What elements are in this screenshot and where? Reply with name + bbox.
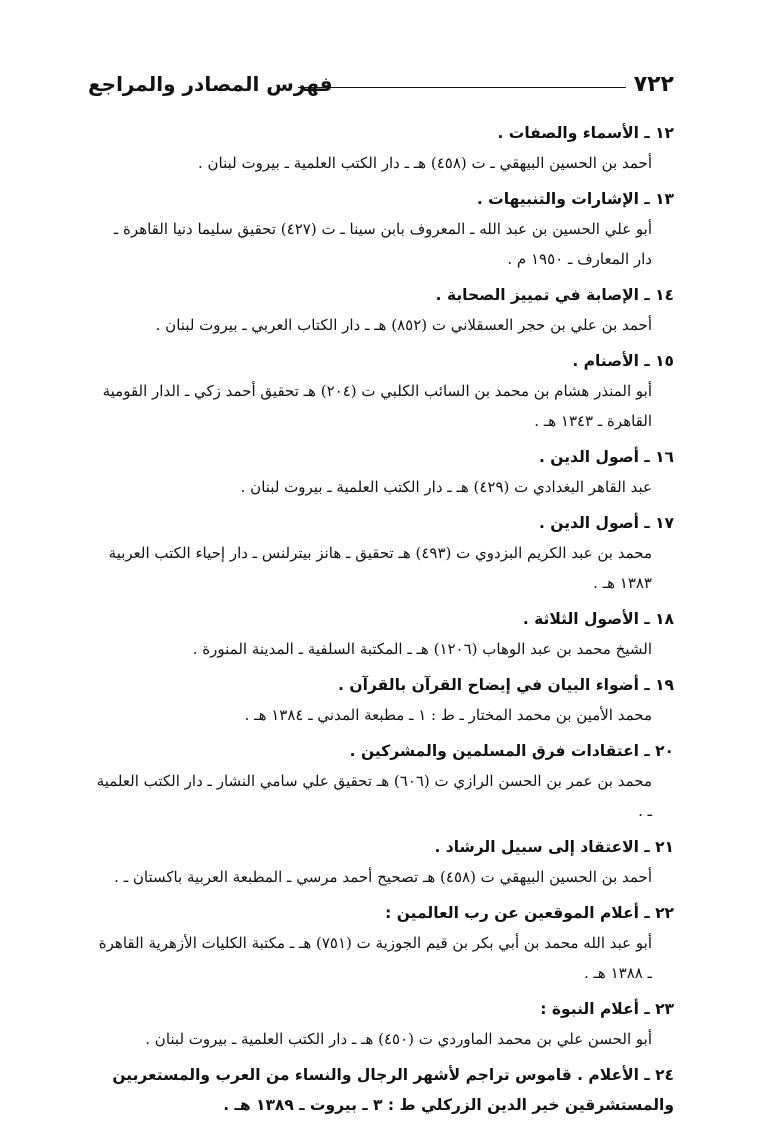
- reference-detail: عبد القاهر البغدادي ت (٤٢٩) هـ ـ دار الكتب العلمية ـ بيروت لبنان .: [240, 478, 652, 496]
- reference-title: ١٣ ـ الإشارات والتنبيهات .: [476, 190, 674, 208]
- reference-title: ٢٢ ـ أعلام الموقعين عن رب العالمين :: [385, 904, 674, 922]
- reference-entry: [95, 280, 674, 340]
- reference-detail: أبو الحسن علي بن محمد الماوردي ت (٤٥٠) هـ ـ دار الكتب العلمية ـ بيروت لبنان .: [145, 1030, 652, 1048]
- reference-entry: [95, 442, 674, 502]
- reference-entry: [95, 508, 674, 598]
- reference-detail: أبو علي الحسين بن عبد الله ـ المعروف بابن سينا ـ ت (٤٢٧) تحقيق سليما دنيا القاهرة ـ دار المعارف ـ ١٩٥٠ م .: [113, 220, 652, 268]
- reference-entry: [95, 1060, 674, 1120]
- reference-detail: أحمد بن الحسين البيهقي ـ ت (٤٥٨) هـ ـ دار الكتب العلمية ـ بيروت لبنان .: [197, 154, 652, 172]
- reference-title: ١٤ ـ الإصابة في تمييز الصحابة .: [435, 286, 674, 304]
- reference-entry: [95, 670, 674, 730]
- reference-entry: [95, 604, 674, 664]
- reference-detail: أحمد بن علي بن حجر العسقلاني ت (٨٥٢) هـ ـ دار الكتاب العربي ـ بيروت لبنان .: [155, 316, 652, 334]
- reference-entry: [95, 346, 674, 436]
- reference-entry: [95, 118, 674, 178]
- reference-title: ١٦ ـ أصول الدين .: [538, 448, 674, 466]
- reference-title: ٢١ ـ الاعتقاد إلى سبيل الرشاد .: [434, 838, 674, 856]
- reference-title: ١٢ ـ الأسماء والصفات .: [497, 124, 674, 142]
- reference-title: ١٥ ـ الأصنام .: [572, 352, 674, 370]
- reference-detail: الشيخ محمد بن عبد الوهاب (١٢٠٦) هـ ـ المكتبة السلفية ـ المدينة المنورة .: [192, 640, 652, 658]
- reference-title: ١٩ ـ أضواء البيان في إيضاح القرآن بالقرآن .: [338, 676, 674, 694]
- reference-title: ١٨ ـ الأصول الثلاثة .: [522, 610, 674, 628]
- reference-title: ٢٠ ـ اعتقادات فرق المسلمين والمشركين .: [349, 742, 674, 760]
- page-header: [88, 72, 674, 106]
- reference-entry: [95, 184, 674, 274]
- reference-entry: [95, 736, 674, 826]
- reference-title: ٢٣ ـ أعلام النبوة :: [540, 1000, 674, 1018]
- reference-entry: [95, 898, 674, 988]
- reference-detail: محمد بن عمر بن الحسن الرازي ت (٦٠٦) هـ تحقيق علي سامي النشار ـ دار الكتب العلمية ـ .: [96, 772, 652, 820]
- reference-detail: أبو عبد الله محمد بن أبي بكر بن قيم الجوزية ت (٧٥١) هـ ـ مكتبة الكليات الأزهرية القاهرة ـ ١٣٨٨ هـ .: [98, 934, 652, 982]
- running-title: فهرس المصادر والمراجع: [88, 72, 333, 96]
- reference-entry: [95, 832, 674, 892]
- reference-detail: أبو المنذر هشام بن محمد بن السائب الكلبي ت (٢٠٤) هـ تحقيق أحمد زكي ـ الدار القومية القاهرة ـ ١٣٤٣ هـ .: [102, 382, 652, 430]
- reference-title: ١٧ ـ أصول الدين .: [538, 514, 674, 532]
- reference-detail: محمد بن عبد الكريم البزدوي ت (٤٩٣) هـ تحقيق ـ هانز بيترلنس ـ دار إحياء الكتب العربية ١٣٨٣ هـ .: [108, 544, 652, 592]
- reference-detail: محمد الأمين بن محمد المختار ـ ط : ١ ـ مطبعة المدني ـ ١٣٨٤ هـ .: [244, 706, 652, 724]
- reference-detail: أحمد بن الحسين البيهقي ت (٤٥٨) هـ تصحيح أحمد مرسي ـ المطبعة العربية باكستان ـ .: [114, 868, 652, 886]
- header-rule: [298, 87, 626, 88]
- page-number: ٧٢٢: [633, 72, 674, 97]
- references-list: [95, 118, 674, 1126]
- reference-entry: [95, 994, 674, 1054]
- reference-title: ٢٤ ـ الأعلام . قاموس تراجم لأشهر الرجال والنساء من العرب والمستعربين والمستشرقين خير الدين الزركلي ط : ٣ ـ بيروت ـ ١٣٨٩ هـ .: [112, 1066, 674, 1114]
